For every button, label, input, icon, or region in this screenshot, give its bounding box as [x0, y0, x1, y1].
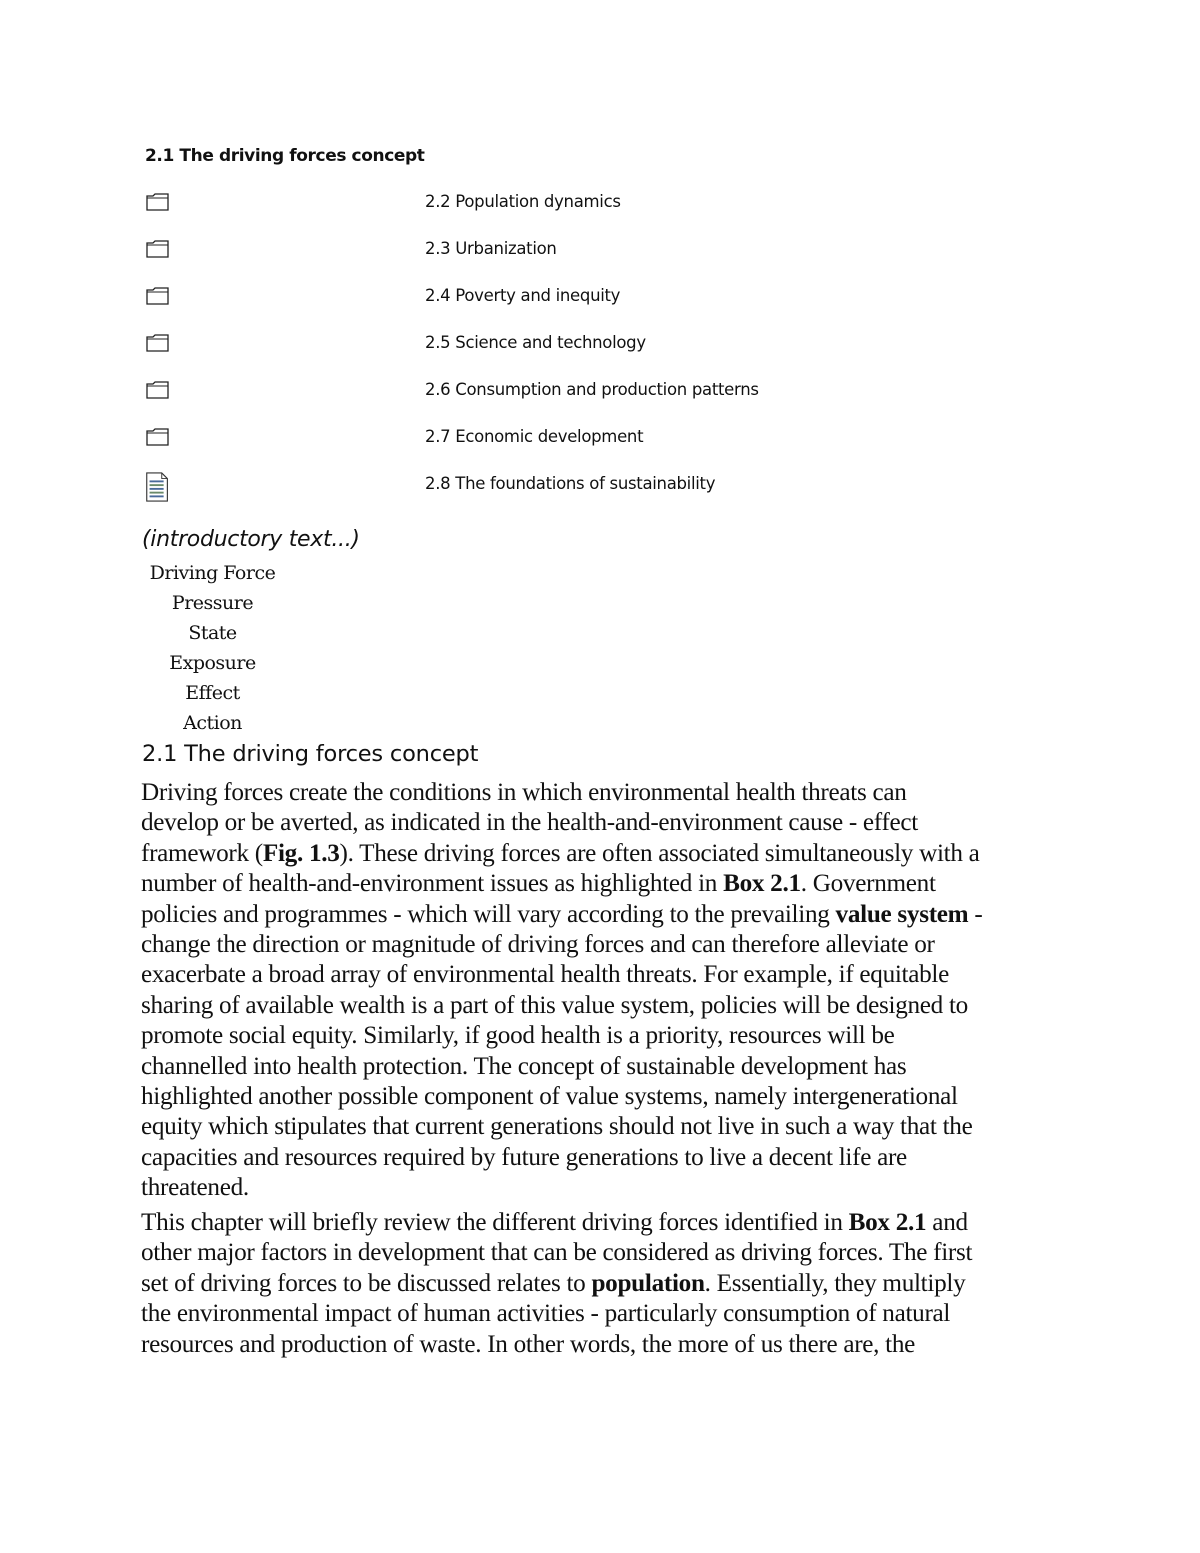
- text-line: develop or be averted, as indicated in the health-and-environment cause - effect: [141, 809, 918, 837]
- flow-step: Driving Force: [149, 562, 276, 584]
- toc-item[interactable]: [145, 472, 905, 502]
- text-line: equity which stipulates that current generations should not live in such a way that the: [141, 1113, 973, 1141]
- text-line: promote social equity. Similarly, if good health is a priority, resources will be: [141, 1022, 895, 1050]
- text-run: This chapter will briefly review the different driving forces identified in: [141, 1209, 849, 1236]
- text-line: change the direction or magnitude of driving forces and can therefore alleviate or: [141, 930, 935, 958]
- toc-item[interactable]: [145, 378, 905, 408]
- toc-title[interactable]: 2.1 The driving forces concept: [145, 146, 425, 166]
- flow-step: Action: [183, 712, 242, 734]
- text-run: policies and programmes - which will vary according to the prevailing: [141, 900, 836, 928]
- text-line: capacities and resources required by future generations to live a decent life are: [141, 1143, 907, 1171]
- text-line: [141, 869, 1061, 899]
- toc-item[interactable]: [145, 190, 905, 220]
- text-line: the environmental impact of human activities - particularly consumption of natural: [141, 1300, 951, 1328]
- text-line: exacerbate a broad array of environmental health threats. For example, if equitable: [141, 961, 950, 989]
- flow-step: Effect: [185, 682, 240, 704]
- figure-reference: Fig. 1.3: [262, 839, 340, 867]
- text-line: highlighted another possible component of value systems, namely intergenerational: [141, 1082, 958, 1110]
- toc-item-label[interactable]: 2.6 Consumption and production patterns: [425, 380, 759, 399]
- driving-force-chain: [140, 558, 285, 738]
- folder-icon: [145, 190, 171, 220]
- flow-step: State: [188, 622, 237, 644]
- text-run: . Government: [800, 870, 936, 898]
- bold-term: population: [591, 1269, 705, 1297]
- toc-item[interactable]: [145, 284, 905, 314]
- text-line: [141, 1269, 1061, 1299]
- text-line: [141, 839, 1061, 869]
- toc-item[interactable]: [145, 425, 905, 455]
- text-line: resources and production of waste. In other words, the more of us there are, the: [141, 1330, 916, 1358]
- folder-icon: [145, 378, 171, 408]
- text-line: Driving forces create the conditions in which environmental health threats can: [141, 779, 907, 806]
- folder-icon: [145, 425, 171, 455]
- toc-item-label[interactable]: 2.5 Science and technology: [425, 333, 646, 352]
- toc-item-label[interactable]: 2.3 Urbanization: [425, 239, 557, 258]
- folder-icon: [145, 284, 171, 314]
- text-run: ). These driving forces are often associated simultaneously with a: [339, 839, 980, 867]
- folder-icon: [145, 237, 171, 267]
- text-line: [141, 1208, 1061, 1238]
- box-reference: Box 2.1: [723, 870, 801, 898]
- toc-item-label[interactable]: 2.2 Population dynamics: [425, 192, 621, 211]
- text-line: threatened.: [141, 1174, 249, 1202]
- toc-item-label[interactable]: 2.4 Poverty and inequity: [425, 286, 621, 305]
- text-run: and: [926, 1209, 968, 1236]
- paragraph: [141, 778, 1061, 1203]
- section-heading: 2.1 The driving forces concept: [142, 741, 479, 767]
- folder-icon: [145, 331, 171, 361]
- box-reference: Box 2.1: [848, 1209, 927, 1236]
- text-line: other major factors in development that can be considered as driving forces. The first: [141, 1239, 973, 1267]
- text-line: sharing of available wealth is a part of this value system, policies will be designed to: [141, 991, 968, 1019]
- text-run: number of health-and-environment issues as highlighted in: [141, 870, 724, 898]
- text-line: channelled into health protection. The concept of sustainable development has: [141, 1052, 907, 1080]
- paragraph: [141, 1208, 1061, 1360]
- introductory-text: (introductory text...): [142, 527, 360, 552]
- toc-item[interactable]: [145, 237, 905, 267]
- text-run: . Essentially, they multiply: [704, 1269, 966, 1297]
- text-line: [141, 900, 1061, 930]
- flow-step: Exposure: [169, 652, 256, 674]
- document-icon: [145, 472, 171, 502]
- flow-step: Pressure: [171, 592, 254, 614]
- toc-item-label[interactable]: 2.8 The foundations of sustainability: [425, 474, 716, 493]
- bold-term: value system: [835, 900, 969, 928]
- text-run: set of driving forces to be discussed relates to: [141, 1269, 592, 1297]
- toc-item-label[interactable]: 2.7 Economic development: [425, 427, 644, 446]
- text-run: -: [968, 900, 983, 928]
- text-run: framework (: [141, 839, 263, 867]
- toc-item[interactable]: [145, 331, 905, 361]
